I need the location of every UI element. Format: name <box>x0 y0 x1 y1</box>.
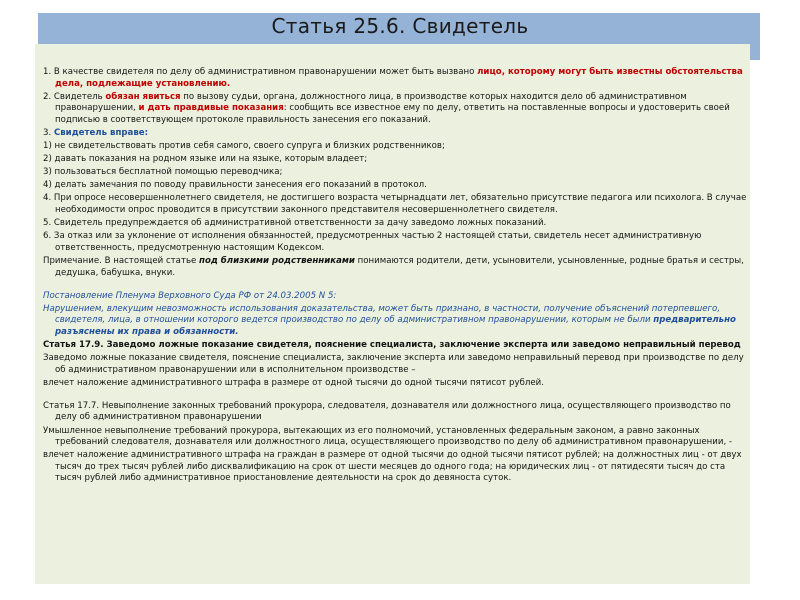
article-17-9-text: Заведомо ложные показание свидетеля, пояснение специалиста, заключение эксперта или заведомо неправильный перевод при производстве по делу об административном правонарушении или в исполнительном производстве – <box>43 353 744 375</box>
plenum-text: Нарушением, влекущим невозможность использования доказательства, может быть признано, в частности, получение объяснений потерпевшего, свидетеля, лица, в отношении которого ведется производство по делу об административном правонарушении, которым не были предварительно разъяснены их права и обязанности. <box>43 303 736 337</box>
article-17-7-text: Умышленное невыполнение требований прокурора, вытекающих из его полномочий, установленных федеральным законом, а равно законных требований следователя, дознавателя или должностного лица, осуществляющего производство по делу об административном правонарушении, - <box>43 425 733 448</box>
paragraph-4: 4. При опросе несовершеннолетнего свидетеля, не достигшего возраста четырнадцати лет, обязательно присутствие педагога или психолога. В случае необходимости опрос проводится в присутствии законного представителя несовершеннолетнего свидетеля. <box>43 193 747 216</box>
plenum-emphasis: предварительно разъяснены их права и обязанности. <box>55 315 736 337</box>
paragraph-3: 3. Свидетель вправе: <box>43 127 149 138</box>
note-emphasis: под близкими родственниками <box>199 255 355 266</box>
paragraph-1: 1. В качестве свидетеля по делу об административном правонарушении может быть вызвано лицо, которому могут быть известны обстоятельства дела, подлежащие установлению. <box>43 67 743 89</box>
article-17-9-penalty: влечет наложение административного штрафа в размере от одной тысячи до одной тысячи пятисот рублей. <box>43 377 544 388</box>
note-paragraph: Примечание. В настоящей статье под близкими родственниками понимаются родители, дети, усыновители, усыновленные, родные братья и сестры, дедушка, бабушка, внуки. <box>43 255 744 278</box>
slide-content <box>43 67 748 487</box>
paragraph-6: 6. За отказ или за уклонение от исполнения обязанностей, предусмотренных частью 2 настоящей статьи, свидетель несет административную ответственность, предусмотренную настоящим Кодексом. <box>43 231 702 253</box>
highlight-red: и дать правдивые показания <box>138 103 284 114</box>
paragraph-5: 5. Свидетель предупреждается об административной ответственности за дачу заведомо ложных показаний. <box>43 218 547 229</box>
paragraph-2: 2. Свидетель обязан явиться по вызову судьи, органа, должностного лица, в производстве которых находится дело об административном правонарушении, и дать правдивые показания: сообщить все известное ему по делу, ответить на поставленные вопросы и удостоверить своей подписью в соответствующем протоколе правильность занесения его показаний. <box>43 91 730 125</box>
article-17-7-title: Статья 17.7. Невыполнение законных требований прокурора, следователя, дознавателя или должностного лица, осуществляющего производство по делу об административном правонарушении <box>43 400 731 423</box>
plenum-title: Постановление Пленума Верховного Суда РФ от 24.03.2005 N 5: <box>43 290 337 301</box>
article-17-7-penalty: влечет наложение административного штрафа на граждан в размере от одной тысячи до одной тысячи пятисот рублей; на должностных лиц - от двух тысяч до трех тысяч рублей либо дисквалификацию на срок от шести месяцев до одного года; на юридических лиц - от пятидесяти тысяч до ста тысяч рублей либо административное приостановление деятельности на срок до девяноста суток. <box>43 450 742 484</box>
article-17-9-title: Статья 17.9. Заведомо ложные показание свидетеля, пояснение специалиста, заключение эксперта или заведомо неправильный перевод <box>43 339 741 350</box>
highlight-blue: Свидетель вправе: <box>53 127 149 138</box>
right-item: 2) давать показания на родном языке или на языке, которым владеет; <box>43 154 368 165</box>
right-item: 3) пользоваться бесплатной помощью переводчика; <box>43 167 283 178</box>
highlight-red: лицо, которому могут быть известны обстоятельства дела, подлежащие установлению. <box>55 67 743 89</box>
highlight-red: обязан явиться <box>105 91 181 102</box>
slide-title: Статья 25.6. Свидетель <box>271 14 529 38</box>
right-item: 4) делать замечания по поводу правильности занесения его показаний в протокол. <box>43 180 427 191</box>
right-item: 1) не свидетельствовать против себя самого, своего супруга и близких родственников; <box>43 141 445 152</box>
